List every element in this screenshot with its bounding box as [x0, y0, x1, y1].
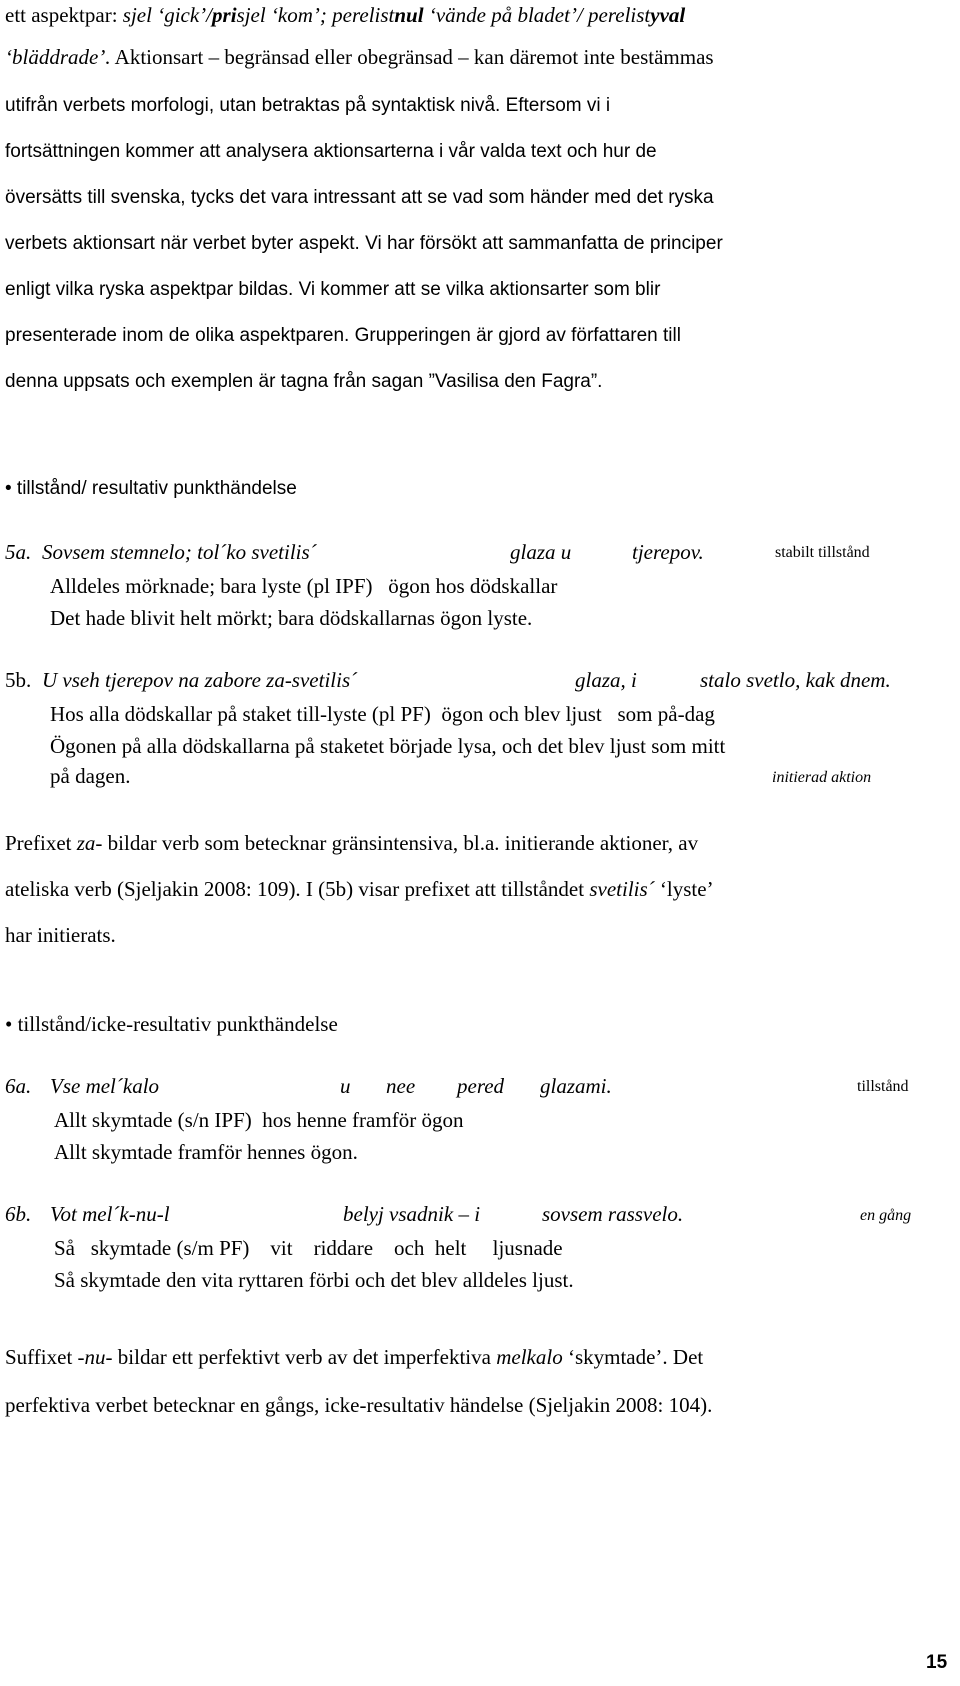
text: ett aspektpar:	[5, 3, 123, 27]
example-number: 6a.	[5, 1074, 32, 1098]
text: Suffixet	[5, 1345, 78, 1369]
para3-line2: perfektiva verbet betecknar en gångs, icke-resultativ händelse (Sjeljakin 2008: 104).	[5, 1393, 713, 1417]
para1-line4: fortsättningen kommer att analysera aktionsarterna i vår valda text och hur de	[5, 141, 657, 162]
aktionsart-tag: stabilt tillstånd	[775, 544, 870, 561]
example-number: 5b.	[5, 668, 32, 692]
text: sjel ‘gick’/	[122, 3, 213, 27]
russian-text: sovsem rassvelo.	[542, 1202, 684, 1226]
translation-line: Så skymtade den vita ryttaren förbi och det blev alldeles ljust.	[54, 1268, 574, 1292]
para1-line1	[5, 3, 685, 27]
para1-line3: utifrån verbets morfologi, utan betraktas på syntaktisk nivå. Eftersom vi i	[5, 95, 611, 116]
para2-line2	[5, 877, 714, 901]
text: pri	[212, 3, 237, 27]
translation-line: på dagen.	[50, 764, 131, 788]
para3-line1	[5, 1345, 703, 1369]
text: ateliska verb (Sjeljakin 2008: 109). I (5b) visar prefixet att tillståndet	[5, 877, 590, 901]
text: Aktionsart – begränsad eller obegränsad – kan däremot inte bestämmas	[110, 45, 714, 69]
para2-line3: har initierats.	[5, 923, 116, 947]
text: nul	[394, 3, 424, 27]
text: ‘skymtade’. Det	[562, 1345, 704, 1369]
text: bildar verb som betecknar gränsintensiva, bl.a. initierande aktioner, av	[102, 831, 699, 855]
text: ‘lyste’	[654, 877, 714, 901]
text: -nu-	[77, 1345, 113, 1369]
russian-text: stalo svetlo, kak dnem.	[700, 668, 891, 692]
para1-line5: översätts till svenska, tycks det vara intressant att se vad som händer med det ryska	[5, 187, 714, 208]
text: sjel ‘kom’; perelist	[236, 3, 395, 27]
text: svetilis´	[589, 877, 655, 901]
russian-text: glazami.	[540, 1074, 612, 1098]
gloss-line: Alldeles mörknade; bara lyste (pl IPF) ögon hos dödskallar	[50, 574, 558, 598]
aktionsart-tag: en gång	[860, 1207, 912, 1224]
section-heading-1: • tillstånd/ resultativ punkthändelse	[5, 478, 297, 499]
gloss-line: Allt skymtade (s/n IPF) hos henne framför ögon	[54, 1108, 464, 1132]
russian-text: Vot mel´k-nu-l	[50, 1202, 170, 1226]
aktionsart-tag: tillstånd	[857, 1078, 909, 1095]
gloss-line: Hos alla dödskallar på staket till-lyste (pl PF) ögon och blev ljust som på-dag	[50, 702, 715, 726]
russian-text: tjerepov.	[632, 540, 704, 564]
russian-text: belyj vsadnik – i	[343, 1202, 481, 1226]
aktionsart-tag: initierad aktion	[772, 769, 872, 786]
text: ‘bläddrade’.	[5, 45, 111, 69]
translation-line: Allt skymtade framför hennes ögon.	[54, 1140, 358, 1164]
example-number: 6b.	[5, 1202, 32, 1226]
text: melkalo	[496, 1345, 563, 1369]
russian-text: Sovsem stemnelo; tol´ko svetilis´	[42, 540, 317, 564]
section-heading-2: • tillstånd/icke-resultativ punkthändelse	[5, 1012, 338, 1036]
text: ‘vände på bladet’/ perelist	[423, 3, 651, 27]
russian-text: u	[340, 1074, 351, 1098]
page-number: 15	[926, 1652, 948, 1673]
para1-line7: enligt vilka ryska aspektpar bildas. Vi kommer att se vilka aktionsarter som blir	[5, 279, 661, 300]
para2-line1	[5, 831, 698, 855]
para1-line8: presenterade inom de olika aspektparen. Grupperingen är gjord av författaren till	[5, 325, 681, 346]
russian-text: nee	[386, 1074, 416, 1098]
russian-text: glaza, i	[575, 668, 637, 692]
translation-line: Ögonen på alla dödskallarna på staketet började lysa, och det blev ljust som mitt	[50, 734, 726, 758]
russian-text: Vse mel´kalo	[50, 1074, 160, 1098]
gloss-line: Så skymtade (s/m PF) vit riddare och helt ljusnade	[54, 1236, 563, 1260]
russian-text: pered	[457, 1074, 505, 1098]
russian-text: U vseh tjerepov na zabore za-svetilis´	[42, 668, 358, 692]
text: Prefixet	[5, 831, 77, 855]
text: za-	[76, 831, 103, 855]
russian-text: glaza u	[510, 540, 572, 564]
example-number: 5a.	[5, 540, 32, 564]
para1-line2	[5, 45, 714, 69]
text: bildar ett perfektivt verb av det imperfektiva	[112, 1345, 497, 1369]
para1-line6: verbets aktionsart när verbet byter aspekt. Vi har försökt att sammanfatta de principer	[5, 233, 723, 254]
translation-line: Det hade blivit helt mörkt; bara dödskallarnas ögon lyste.	[50, 606, 533, 630]
text: yval	[650, 3, 686, 27]
para1-line9: denna uppsats och exemplen är tagna från sagan ”Vasilisa den Fagra”.	[5, 371, 603, 392]
